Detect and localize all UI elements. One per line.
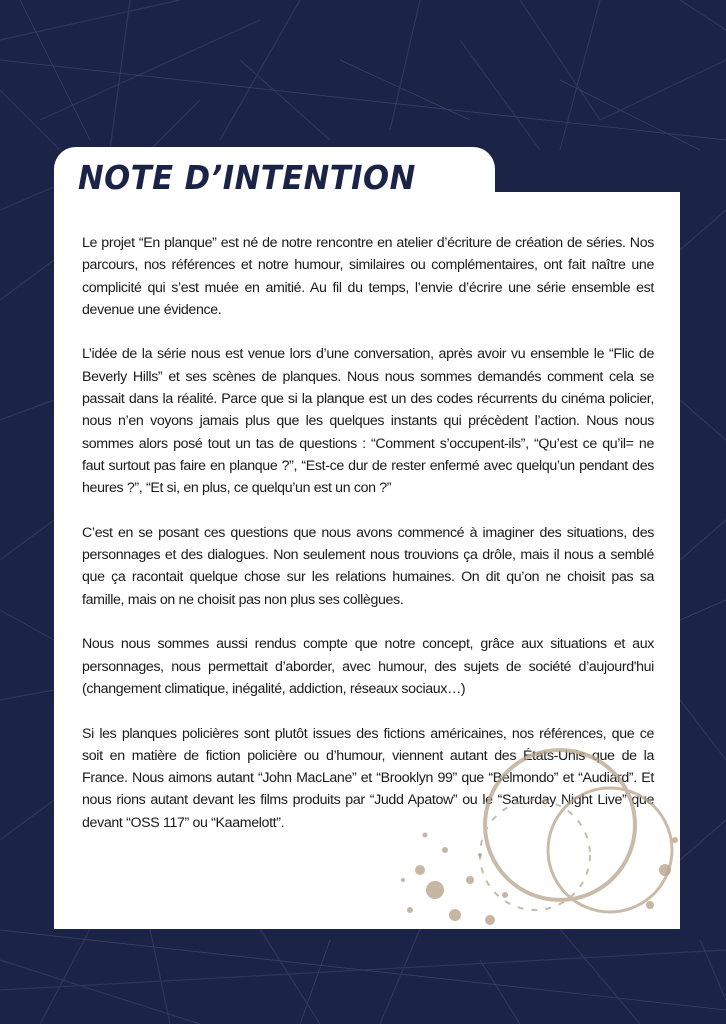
body-text [82,232,654,856]
paragraph-1: Le projet “En planque” est né de notre rencontre en atelier d’écriture de création de séries. Nos parcours, nos références et notre humour, similaires ou complémentaires, ont fait naître une complicité qui s’est muée en amitié. Au fil du temps, l’envie d’écrire une série ensemble est devenue une évidence. [82,235,654,318]
paragraph-2: L’idée de la série nous est venue lors d’une conversation, après avoir vu ensemble le “Flic de Beverly Hills” et ses scènes de planques. Nous nous sommes demandés comment cela se passait dans la réalité. Parce que si la planque est un des codes récurrents du cinéma policier, nous n’en voyons jamais plus que les quelques instants qui précèdent l’action. Nous nous sommes alors posé tout un tas de questions : “Comment s’occupent-ils”, “Qu’est ce qu’il= ne faut surtout pas faire en planque ?”, “Est-ce dur de rester enfermé avec quelqu’un pendant des heures ?”, “Et si, en plus, ce quelqu’un est un con ?” [82,346,654,497]
paragraph-5: Si les planques policières sont plutôt issues des fictions américaines, nos références, que ce soit en matière de fiction policière ou d’humour, viennent autant des États-Unis que de la France. Nous aimons autant “John MacLane” et “Brooklyn 99” que “Belmondo” et “Audiard”. Et nous rions autant devant les films produits par “Judd Apatow” ou le “Saturday Night Live” que devant “OSS 117” ou “Kaamelott”. [82,725,654,831]
page-title: NOTE D’INTENTION [78,158,416,197]
paragraph-4: Nous nous sommes aussi rendus compte que notre concept, grâce aux situations et aux personnages, nous permettait d’aborder, avec humour, des sujets de société d’aujourd'hui (changement climatique, inégalité, addiction, réseaux sociaux…) [82,636,654,697]
paragraph-3: C’est en se posant ces questions que nous avons commencé à imaginer des situations, des personnages et des dialogues. Non seulement nous trouvions ça drôle, mais il nous a semblé que ça racontait quelque chose sur les relations humaines. On dit qu’on ne choisit pas sa famille, mais on ne choisit pas non plus ses collègues. [82,524,654,608]
